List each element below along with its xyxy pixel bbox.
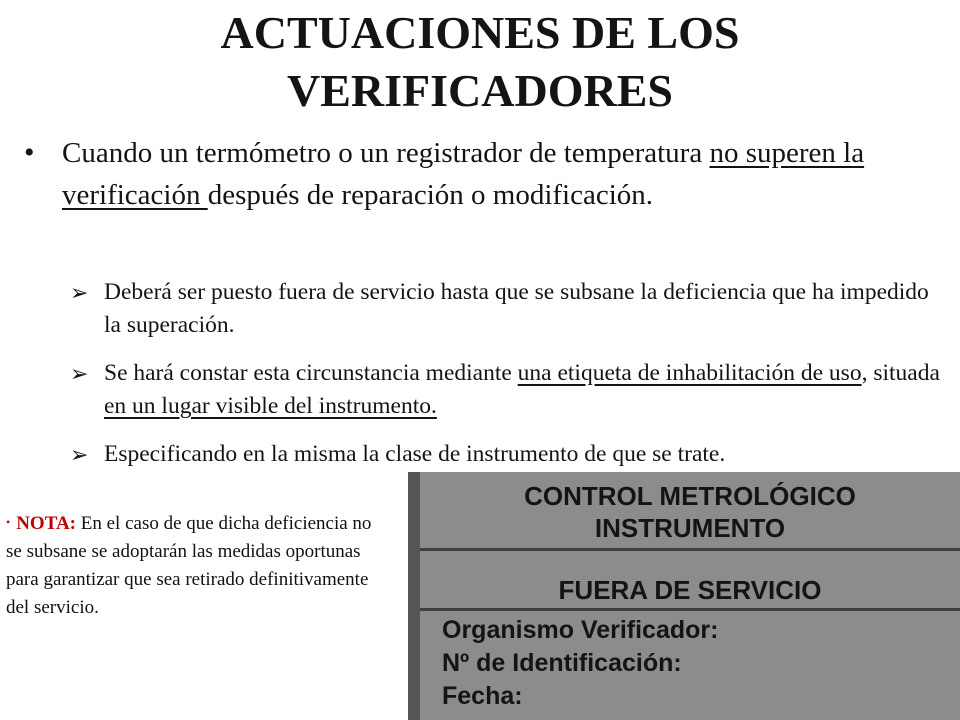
label-divider xyxy=(420,608,960,611)
main-bullet xyxy=(24,132,944,216)
label-field-date: Fecha: xyxy=(442,682,523,710)
label-left-edge xyxy=(408,472,420,720)
sub-bullet-3-text: Especificando en la misma la clase de instrumento de que se trate. xyxy=(104,441,726,467)
out-of-service-label-image xyxy=(408,472,960,720)
sub-bullet-2-underlined-2: en un lugar visible del instrumento. xyxy=(104,393,437,419)
main-bullet-underlined: no superen la verificación xyxy=(62,137,865,211)
note-label: NOTA: xyxy=(16,513,77,534)
arrow-bullet-icon: ➢ xyxy=(70,280,89,305)
sub-bullet-2-text-mid: , situada xyxy=(861,360,940,386)
label-status: FUERA DE SERVICIO xyxy=(558,575,822,605)
sub-bullet-2-underlined-1: una etiqueta de inhabilitación de uso xyxy=(517,360,862,386)
main-bullet-text xyxy=(24,132,944,216)
sub-bullet-2 xyxy=(70,357,950,423)
sub-bullet-1 xyxy=(70,276,950,342)
note-box xyxy=(6,508,390,622)
note-text: En el caso de que dicha deficiencia no se subsane se adoptarán las medidas oportunas para garantizar que sea retirado definitivamente del servicio. xyxy=(6,513,372,618)
sub-bullet-1-text: Deberá ser puesto fuera de servicio hasta que se subsane la deficiencia que ha impedido la superación. xyxy=(104,279,929,338)
title-line-1: ACTUACIONES DE LOS xyxy=(220,7,740,58)
label-header-line-2: INSTRUMENTO xyxy=(594,513,786,543)
title-line-2: VERIFICADORES xyxy=(287,65,673,116)
label-field-verifier: Organismo Verificador: xyxy=(442,616,719,644)
slide-title xyxy=(0,4,960,120)
arrow-bullet-icon: ➢ xyxy=(70,442,89,467)
arrow-bullet-icon: ➢ xyxy=(70,361,89,386)
main-bullet-text-end: después de reparación o modificación. xyxy=(207,179,654,211)
main-bullet-text-start: Cuando un termómetro o un registrador de temperatura xyxy=(62,137,710,169)
sub-bullet-list xyxy=(70,276,950,486)
note-bullet-icon: • xyxy=(6,515,11,529)
label-divider xyxy=(420,548,960,551)
sub-bullet-2-text-start: Se hará constar esta circunstancia mediante xyxy=(104,360,518,386)
label-header-line-1: CONTROL METROLÓGICO xyxy=(524,481,856,511)
bullet-dot-icon: • xyxy=(24,136,35,169)
sub-bullet-3 xyxy=(70,438,950,471)
label-field-id: Nº de Identificación: xyxy=(442,649,682,677)
label-header xyxy=(420,472,960,548)
label-fields xyxy=(442,614,718,713)
